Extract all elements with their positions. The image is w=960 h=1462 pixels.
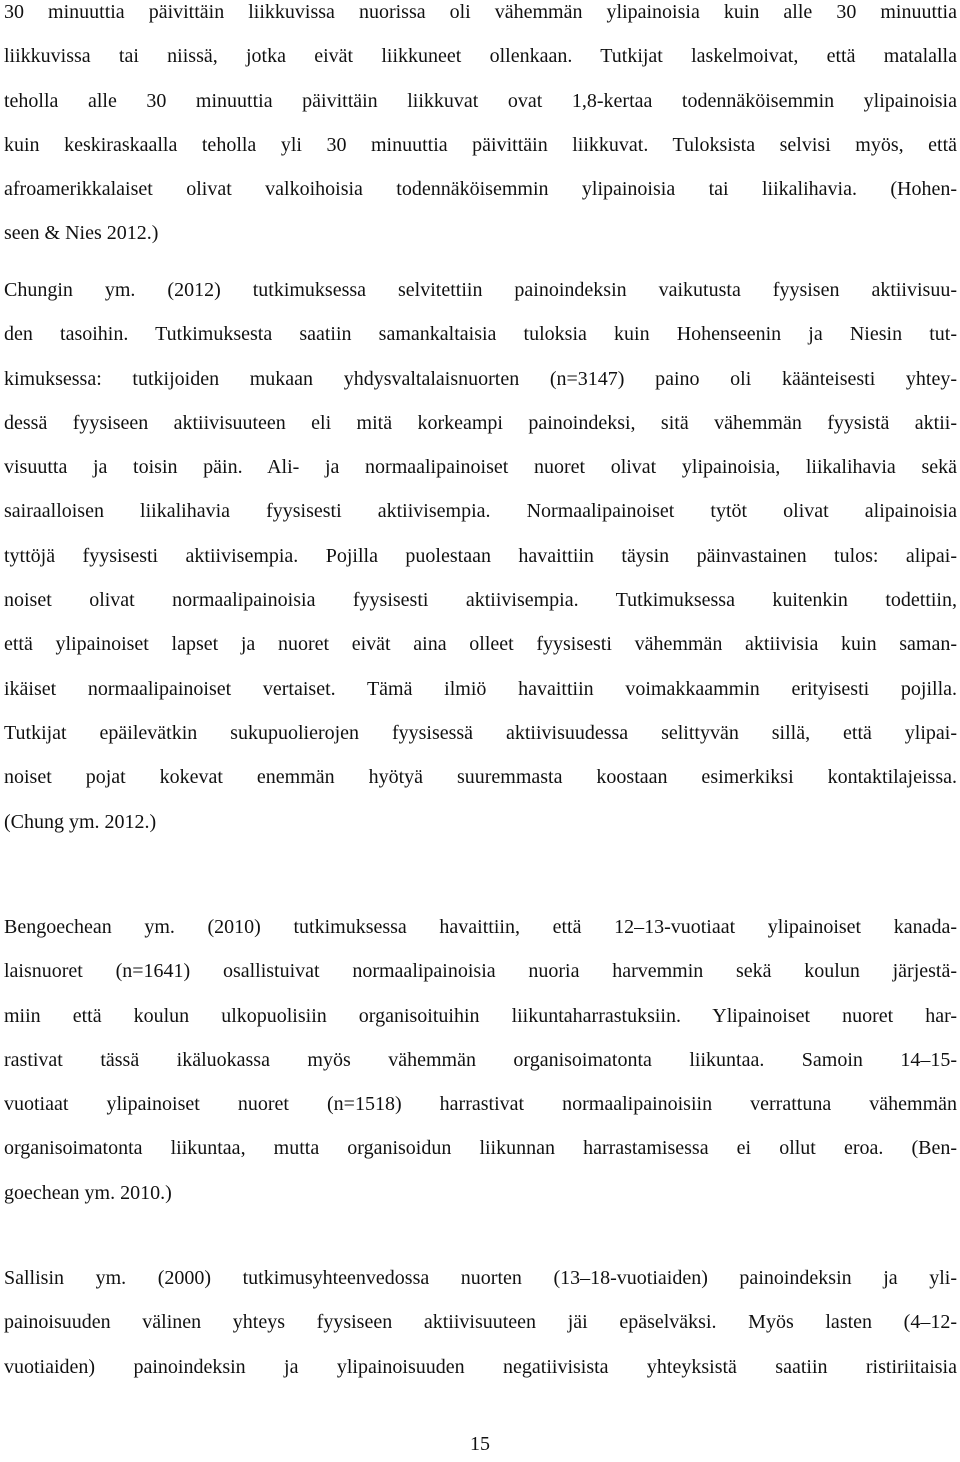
text-line: (Chung ym. 2012.)	[4, 810, 157, 833]
text-line: noiset olivat normaalipainoisia fyysisesti aktiivisempia. Tutkimuksessa kuitenkin todettiin,	[4, 589, 957, 612]
text-line: Sallisin ym. (2000) tutkimusyhteenvedossa nuorten (13–18-vuotiaiden) painoindeksin ja yli-	[4, 1267, 957, 1289]
text-line: rastivat tässä ikäluokassa myös vähemmän organisoimatonta liikuntaa. Samoin 14–15-	[4, 1048, 957, 1071]
text-line: goechean ym. 2010.)	[4, 1181, 172, 1204]
text-line: kimuksessa: tutkijoiden mukaan yhdysvaltalaisnuorten (n=3147) paino oli käänteisesti yhtey-	[4, 367, 957, 390]
paragraph-chung	[4, 268, 957, 844]
text-line: teholla alle 30 minuuttia päivittäin liikkuvat ovat 1,8-kertaa todennäköisemmin ylipainoisia	[4, 89, 957, 112]
text-line: ikäiset normaalipainoiset vertaiset. Tämä ilmiö havaittiin voimakkaammin erityisesti pojilla.	[4, 677, 957, 700]
text-line: Chungin ym. (2012) tutkimuksessa selvitettiin painoindeksin vaikutusta fyysisen aktiivisuu-	[4, 279, 957, 301]
paragraph-sallis	[4, 1256, 957, 1389]
text-line: 30 minuuttia päivittäin liikkuvissa nuorissa oli vähemmän ylipainoisia kuin alle 30 minuuttia	[4, 1, 957, 23]
text-line: liikkuvissa tai niissä, jotka eivät liikkuneet ollenkaan. Tutkijat laskelmoivat, että matalalla	[4, 45, 957, 68]
text-line: kuin keskiraskaalla teholla yli 30 minuuttia päivittäin liikkuvat. Tuloksista selvisi myös, että	[4, 133, 957, 156]
text-line: miin että koulun ulkopuolisiin organisoituihin liikuntaharrastuksiin. Ylipainoiset nuoret har-	[4, 1004, 957, 1027]
text-line: Bengoechean ym. (2010) tutkimuksessa havaittiin, että 12–13-vuotiaat ylipainoiset kanada-	[4, 916, 957, 938]
text-line: laisnuoret (n=1641) osallistuivat normaalipainoisia nuoria harvemmin sekä koulun järjestä-	[4, 960, 957, 983]
text-line: noiset pojat kokevat enemmän hyötyä suuremmasta koostaan esimerkiksi kontaktilajeissa.	[4, 766, 957, 789]
text-line: painoisuuden välinen yhteys fyysiseen aktiivisuuteen jäi epäselväksi. Myös lasten (4–12-	[4, 1311, 957, 1334]
text-line: vuotiaiden) painoindeksin ja ylipainoisuuden negatiivisista yhteyksistä saatiin ristiriitaisia	[4, 1355, 957, 1378]
paragraph-hohenseen-nies	[4, 0, 957, 256]
text-line: sairaalloisen liikalihavia fyysisesti aktiivisempia. Normaalipainoiset tytöt olivat alipainoisia	[4, 500, 957, 523]
text-line: seen & Nies 2012.)	[4, 222, 159, 245]
page-number: 15	[470, 1433, 490, 1455]
text-line: vuotiaat ylipainoiset nuoret (n=1518) harrastivat normaalipainoisiin verrattuna vähemmän	[4, 1093, 957, 1116]
text-line: den tasoihin. Tutkimuksesta saatiin samankaltaisia tuloksia kuin Hohenseenin ja Niesin tut-	[4, 323, 957, 346]
paragraph-bengoechea	[4, 905, 957, 1215]
text-line: afroamerikkalaiset olivat valkoihoisia todennäköisemmin ylipainoisia tai liikalihavia. (Hohen-	[4, 178, 957, 201]
text-line: visuutta ja toisin päin. Ali- ja normaalipainoiset nuoret olivat ylipainoisia, liikalihavia sekä	[4, 456, 957, 479]
text-line: tyttöjä fyysisesti aktiivisempia. Pojilla puolestaan havaittiin täysin päinvastainen tulos: alipai-	[4, 544, 957, 567]
text-line: Tutkijat epäilevätkin sukupuolierojen fyysisessä aktiivisuudessa selittyvän sillä, että ylipai-	[4, 721, 957, 744]
text-line: dessä fyysiseen aktiivisuuteen eli mitä korkeampi painoindeksi, sitä vähemmän fyysistä aktii-	[4, 411, 957, 434]
text-line: organisoimatonta liikuntaa, mutta organisoidun liikunnan harrastamisessa ei ollut eroa. (Ben-	[4, 1137, 957, 1160]
text-line: että ylipainoiset lapset ja nuoret eivät aina olleet fyysisesti vähemmän aktiivisia kuin saman-	[4, 633, 957, 656]
